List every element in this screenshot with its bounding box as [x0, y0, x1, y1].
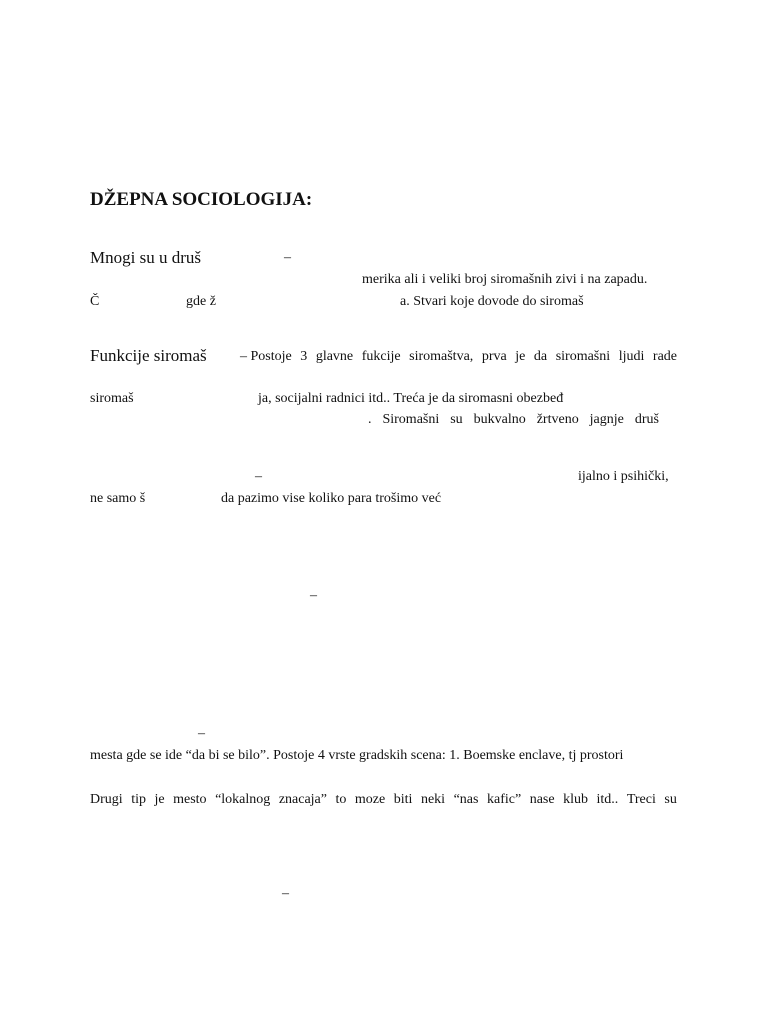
paragraph-2-line-2-a: siromaš [90, 391, 134, 406]
word: to [335, 792, 347, 807]
word: rade [652, 349, 677, 364]
word: prva [481, 349, 507, 364]
word: moze [354, 792, 386, 807]
word: su [450, 412, 463, 427]
word: jagnje [589, 412, 624, 427]
paragraph-5-line-2: mesta gde se ide “da bi se bilo”. Postoje 4 vrste gradskih scena: 1. Boemske enclave, tj prostori [90, 748, 624, 763]
paragraph-1-line-3-c: a. Stvari koje dovode do siromaš [400, 294, 584, 309]
paragraph-4-dash: – [310, 588, 317, 603]
word: Siromašni [382, 412, 440, 427]
paragraph-6-dash: – [282, 886, 289, 901]
word: 3 [300, 349, 308, 364]
word: siromašni [555, 349, 611, 364]
paragraph-1-lead: Mnogi su u druš [90, 248, 201, 267]
paragraph-5-line-3 [90, 793, 677, 807]
word: je [515, 349, 526, 364]
word: – Postoje [240, 349, 292, 364]
paragraph-3-line-2-a: ne samo š [90, 491, 146, 506]
paragraph-2-line-1 [240, 350, 677, 364]
word: biti [393, 792, 413, 807]
word: glavne [315, 349, 354, 364]
word: su [664, 792, 677, 807]
word: Drugi [90, 792, 123, 807]
paragraph-3-line-2-b: da pazimo vise koliko para trošimo već [221, 491, 442, 506]
paragraph-3-line-1-b: ijalno i psihički, [578, 469, 669, 484]
paragraph-1-line-2: merika ali i veliki broj siromašnih zivi i na zapadu. [362, 272, 648, 287]
word: mesto [173, 792, 207, 807]
word: neki [420, 792, 446, 807]
document-title: DŽEPNA SOCIOLOGIJA: [90, 189, 313, 210]
paragraph-1-line-3-a: Č [90, 294, 100, 309]
word: “lokalnog [215, 792, 271, 807]
word: siromaštva, [409, 349, 474, 364]
word: itd.. [596, 792, 619, 807]
paragraph-2-line-2-b: ja, socijalni radnici itd.. Treća je da siromasni obezbeđ [258, 391, 564, 406]
word: nase [529, 792, 555, 807]
word: fukcije [361, 349, 401, 364]
word: tip [131, 792, 146, 807]
word: druš [634, 412, 659, 427]
paragraph-3-dash: – [255, 469, 262, 484]
paragraph-2-lead: Funkcije siromaš [90, 346, 207, 365]
word: da [533, 349, 548, 364]
word: “nas [453, 792, 479, 807]
paragraph-5-dash: – [198, 726, 205, 741]
paragraph-2-line-3 [368, 413, 659, 427]
paragraph-1-line-3-b: gde ž [186, 294, 216, 309]
paragraph-1-dash: – [284, 250, 291, 265]
word: je [154, 792, 165, 807]
word: klub [563, 792, 588, 807]
word: znacaja” [278, 792, 327, 807]
word: bukvalno [473, 412, 526, 427]
word: . [368, 412, 372, 427]
word: Treci [626, 792, 656, 807]
word: ljudi [618, 349, 645, 364]
word: kafic” [486, 792, 522, 807]
word: žrtveno [536, 412, 579, 427]
